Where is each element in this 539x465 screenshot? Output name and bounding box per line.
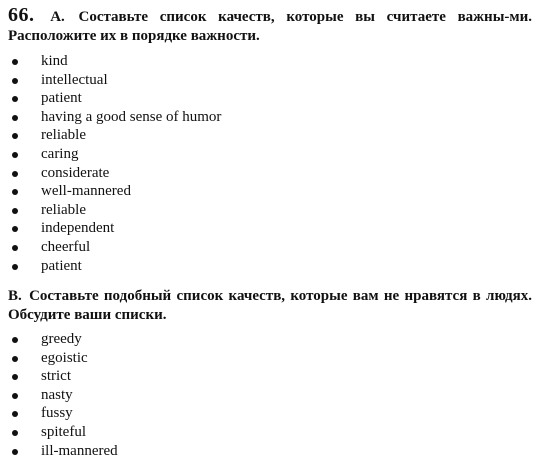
task-a-text: Составьте список качеств, которые вы считаете важны-ми. Расположите их в порядке важности. (8, 9, 533, 44)
list-item-text: fussy (41, 405, 73, 422)
bullet-icon (12, 189, 18, 195)
bullet-icon (12, 96, 18, 102)
list-item-text: having a good sense of humor (41, 108, 222, 125)
bullet-icon (12, 374, 18, 380)
bullet-icon (12, 171, 18, 177)
list-item-text: independent (41, 220, 115, 237)
bullet-icon (12, 245, 18, 251)
list-item-text: strict (41, 368, 71, 385)
list-item-text: patient (41, 257, 82, 274)
list-item-text: ill-mannered (41, 442, 118, 459)
list-item-text: greedy (41, 331, 82, 347)
bullet-icon (12, 337, 18, 343)
bullet-icon (12, 78, 18, 84)
list-item-text: nasty (41, 386, 73, 403)
bullet-icon (12, 133, 18, 139)
bullet-icon (12, 59, 18, 65)
list-item-text: spiteful (41, 423, 86, 440)
bullet-icon (12, 449, 18, 455)
bullet-icon (12, 356, 18, 362)
list-item-text: kind (41, 53, 68, 69)
list-item-text: egoistic (41, 349, 88, 366)
list-item-text: caring (41, 145, 79, 162)
task-b-text: Составьте подобный список качеств, которые вам не нравятся в людях. Обсудите ваши списки. (8, 288, 532, 323)
task-b-letter: В. (8, 288, 22, 304)
bullet-icon (12, 226, 18, 232)
task-b-instruction (8, 287, 532, 325)
bullet-icon (12, 430, 18, 436)
list-item-text: reliable (41, 127, 86, 144)
list-item-text: cheerful (41, 238, 91, 255)
task-a-letter: А. (50, 9, 65, 25)
bullet-icon (12, 115, 18, 121)
task-a-instruction (8, 6, 532, 46)
list-item-text: intellectual (41, 71, 108, 88)
bullet-icon (12, 393, 18, 399)
list-item-text: patient (41, 90, 82, 107)
list-item-text: considerate (41, 164, 110, 181)
bullet-icon (12, 411, 18, 417)
bullet-icon (12, 264, 18, 270)
exercise-number: 66. (8, 4, 35, 26)
list-item-text: well-mannered (41, 183, 131, 200)
bullet-icon (12, 208, 18, 214)
list-item-text: reliable (41, 201, 86, 218)
bullet-icon (12, 152, 18, 158)
